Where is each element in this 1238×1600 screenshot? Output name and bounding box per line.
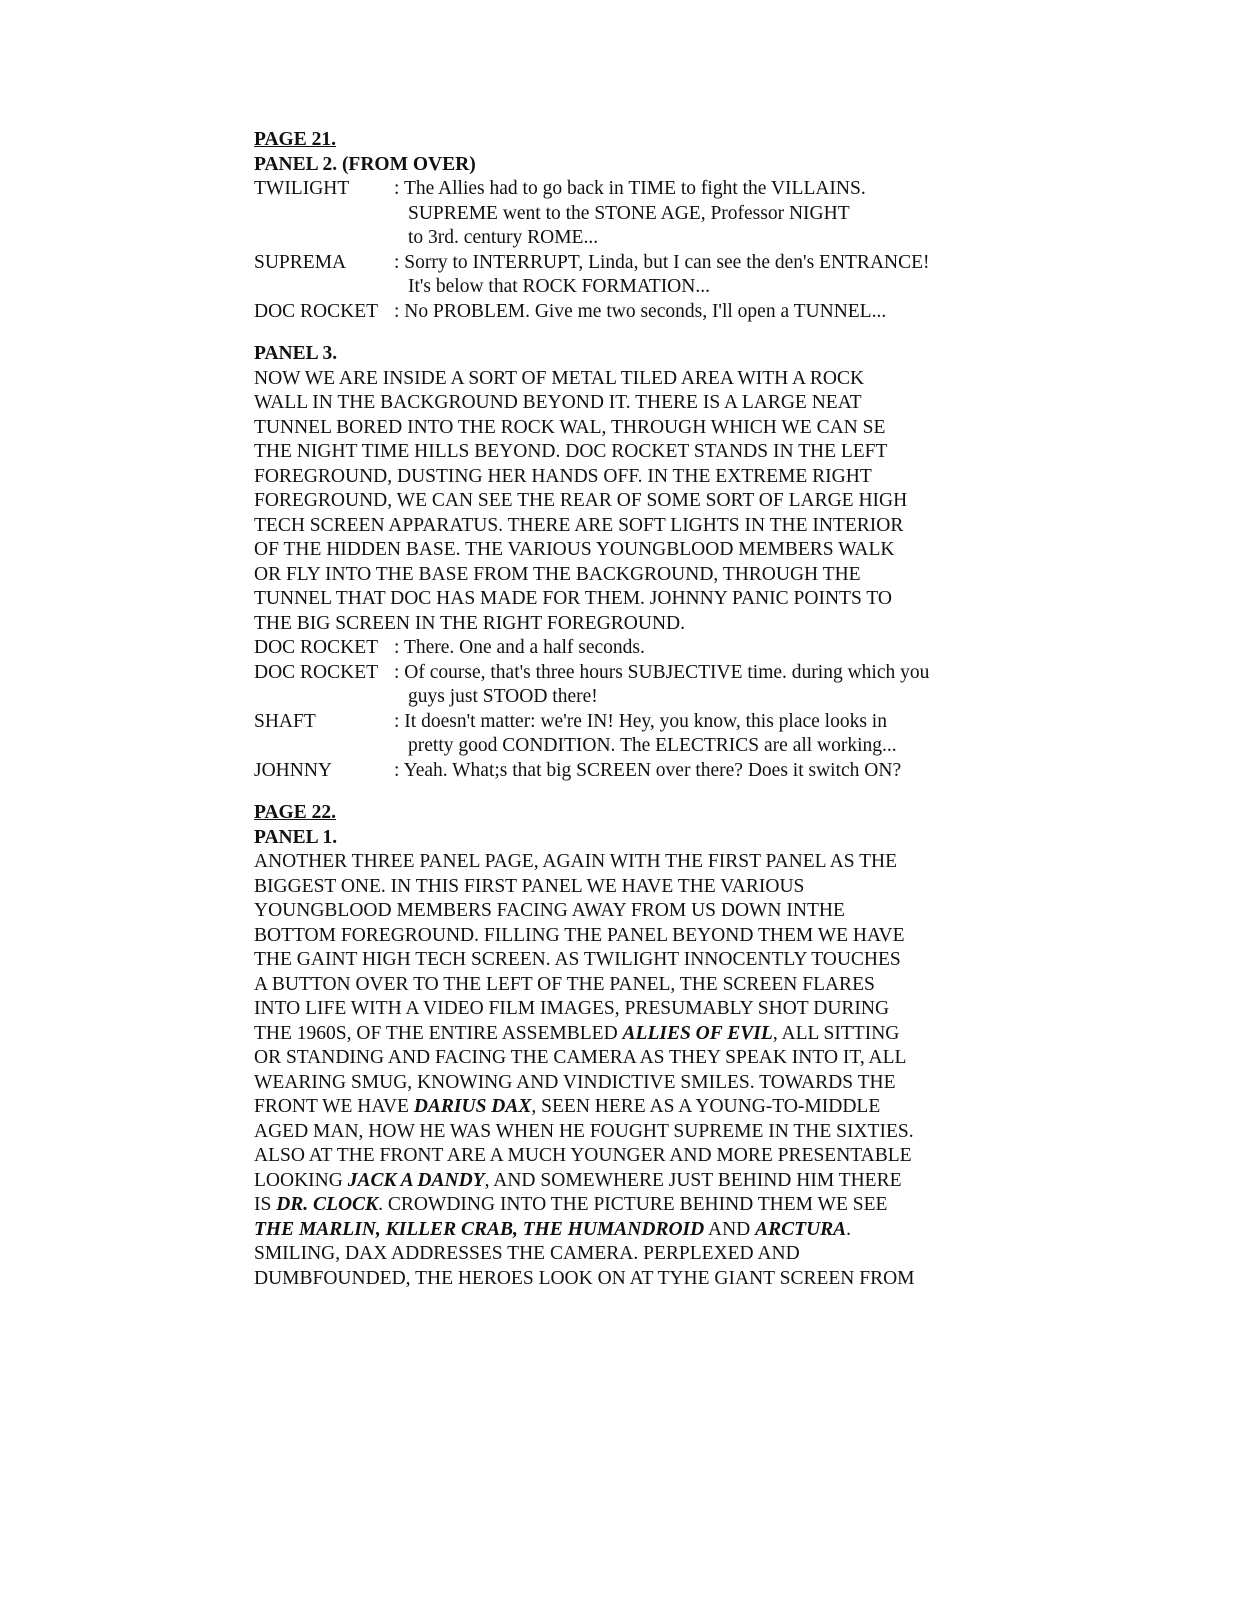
dialogue-line <box>254 202 994 227</box>
description-line <box>254 1071 994 1096</box>
description-line <box>254 1169 994 1194</box>
description-text: . <box>846 1218 852 1240</box>
dialogue-text: : Sorry to INTERRUPT, Linda, but I can see the den's ENTRANCE! <box>394 251 930 273</box>
dialogue-line <box>254 226 994 251</box>
speaker-name: TWILIGHT <box>254 178 350 199</box>
description-text: ANOTHER THREE PANEL PAGE, AGAIN WITH THE FIRST PANEL AS THE <box>254 851 898 872</box>
speaker-name <box>254 202 394 227</box>
character-name: DARIUS DAX <box>413 1096 532 1117</box>
dialogue-text: : The Allies had to go back in TIME to fight the VILLAINS. <box>394 178 866 199</box>
panel-3-dialogue <box>254 636 994 783</box>
description-line <box>254 1242 994 1267</box>
description-text: A BUTTON OVER TO THE LEFT OF THE PANEL, THE SCREEN FLARES <box>254 973 875 995</box>
speaker-name: DOC ROCKET <box>254 661 379 683</box>
description-text: . CROWDING INTO THE PICTURE BEHIND THEM WE SEE <box>378 1194 888 1215</box>
description-line <box>254 948 994 973</box>
description-line: OF THE HIDDEN BASE. THE VARIOUS YOUNGBLOOD MEMBERS WALK <box>254 539 895 560</box>
dialogue-text: : No PROBLEM. Give me two seconds, I'll open a TUNNEL... <box>394 300 887 322</box>
description-text: YOUNGBLOOD MEMBERS FACING AWAY FROM US DOWN INTHE <box>254 900 845 921</box>
description-line <box>254 850 994 875</box>
dialogue-text: : It doesn't matter: we're IN! Hey, you know, this place looks in <box>394 710 887 732</box>
speaker-name: DOC ROCKET <box>254 637 379 658</box>
character-name: DR. CLOCK <box>276 1194 379 1215</box>
speaker-name: SHAFT <box>254 710 316 732</box>
dialogue-line <box>254 685 994 710</box>
dialogue-text: It's below that ROCK FORMATION... <box>408 276 710 297</box>
description-text: AGED MAN, HOW HE WAS WHEN HE FOUGHT SUPREME IN THE SIXTIES. <box>254 1120 914 1142</box>
description-line: OR FLY INTO THE BASE FROM THE BACKGROUND, THROUGH THE <box>254 563 861 585</box>
description-text: FRONT WE HAVE <box>254 1096 414 1117</box>
description-text: , SEEN HERE AS A YOUNG-TO-MIDDLE <box>531 1096 881 1117</box>
dialogue-text: to 3rd. century ROME... <box>408 227 599 248</box>
speaker-name <box>254 734 394 759</box>
character-name: ARCTURA <box>755 1218 847 1240</box>
speaker-name: SUPREMA <box>254 251 347 273</box>
description-line <box>254 1022 994 1047</box>
description-text: OR STANDING AND FACING THE CAMERA AS THEY SPEAK INTO IT, ALL <box>254 1047 907 1068</box>
dialogue-text: : Of course, that's three hours SUBJECTIVE time. during which you <box>394 661 930 683</box>
description-text: INTO LIFE WITH A VIDEO FILM IMAGES, PRESUMABLY SHOT DURING <box>254 998 890 1019</box>
description-line: WALL IN THE BACKGROUND BEYOND IT. THERE IS A LARGE NEAT <box>254 392 862 413</box>
description-line <box>254 1046 994 1071</box>
description-line: TECH SCREEN APPARATUS. THERE ARE SOFT LIGHTS IN THE INTERIOR <box>254 514 904 536</box>
dialogue-line <box>254 177 994 202</box>
panel-2-heading: PANEL 2. (FROM OVER) <box>254 153 476 175</box>
panel-1-description <box>254 850 994 1291</box>
page-22-title: PAGE 22. <box>254 802 336 823</box>
dialogue-line <box>254 251 994 276</box>
description-line: FOREGROUND, WE CAN SEE THE REAR OF SOME SORT OF LARGE HIGH <box>254 490 908 511</box>
dialogue-text: guys just STOOD there! <box>408 686 598 707</box>
character-name: THE MARLIN, KILLER CRAB, THE HUMANDROID <box>254 1218 705 1240</box>
character-name: JACK A DANDY <box>347 1169 485 1191</box>
panel-3-heading: PANEL 3. <box>254 343 338 364</box>
description-line: TUNNEL THAT DOC HAS MADE FOR THEM. JOHNNY PANIC POINTS TO <box>254 588 892 609</box>
dialogue-text: : Yeah. What;s that big SCREEN over there? Does it switch ON? <box>394 759 902 781</box>
description-line <box>254 1193 994 1218</box>
script-page <box>254 128 994 1291</box>
dialogue-line <box>254 275 994 300</box>
dialogue-line <box>254 734 994 759</box>
page-21-title: PAGE 21. <box>254 129 336 150</box>
description-text: WEARING SMUG, KNOWING AND VINDICTIVE SMILES. TOWARDS THE <box>254 1071 896 1093</box>
description-line <box>254 1120 994 1145</box>
description-line <box>254 1218 994 1243</box>
speaker-name: DOC ROCKET <box>254 300 379 322</box>
description-line <box>254 924 994 949</box>
speaker-name: JOHNNY <box>254 759 332 781</box>
panel-2-dialogue <box>254 177 994 324</box>
description-line <box>254 997 994 1022</box>
description-line <box>254 1095 994 1120</box>
dialogue-text: : There. One and a half seconds. <box>394 637 645 658</box>
description-text: BIGGEST ONE. IN THIS FIRST PANEL WE HAVE THE VARIOUS <box>254 875 805 897</box>
description-text: ALSO AT THE FRONT ARE A MUCH YOUNGER AND MORE PRESENTABLE <box>254 1145 912 1166</box>
dialogue-line <box>254 661 994 686</box>
description-line: FOREGROUND, DUSTING HER HANDS OFF. IN THE EXTREME RIGHT <box>254 465 872 487</box>
dialogue-line <box>254 636 994 661</box>
speaker-name <box>254 685 394 710</box>
panel-3-description <box>254 367 994 637</box>
description-line: THE BIG SCREEN IN THE RIGHT FOREGROUND. <box>254 612 685 634</box>
description-text: LOOKING <box>254 1169 348 1191</box>
dialogue-text: pretty good CONDITION. The ELECTRICS are all working... <box>408 735 897 756</box>
description-text: IS <box>254 1194 277 1215</box>
description-text: SMILING, DAX ADDRESSES THE CAMERA. PERPLEXED AND <box>254 1243 800 1264</box>
description-line: NOW WE ARE INSIDE A SORT OF METAL TILED AREA WITH A ROCK <box>254 367 865 389</box>
dialogue-text: SUPREME went to the STONE AGE, Professor NIGHT <box>408 202 850 224</box>
description-text: THE GAINT HIGH TECH SCREEN. AS TWILIGHT INNOCENTLY TOUCHES <box>254 949 901 970</box>
description-text: AND <box>704 1218 756 1240</box>
panel-1-heading: PANEL 1. <box>254 826 338 848</box>
description-text: , ALL SITTING <box>772 1022 900 1044</box>
dialogue-line <box>254 300 994 325</box>
description-line <box>254 875 994 900</box>
description-text: , AND SOMEWHERE JUST BEHIND HIM THERE <box>484 1169 902 1191</box>
description-line <box>254 899 994 924</box>
character-name: ALLIES OF EVIL <box>622 1022 773 1044</box>
description-line: THE NIGHT TIME HILLS BEYOND. DOC ROCKET STANDS IN THE LEFT <box>254 441 888 462</box>
description-text: DUMBFOUNDED, THE HEROES LOOK ON AT TYHE GIANT SCREEN FROM <box>254 1267 915 1289</box>
description-line: TUNNEL BORED INTO THE ROCK WAL, THROUGH WHICH WE CAN SE <box>254 416 886 438</box>
speaker-name <box>254 226 394 251</box>
description-line <box>254 1144 994 1169</box>
description-line <box>254 1267 994 1292</box>
description-text: THE 1960S, OF THE ENTIRE ASSEMBLED <box>254 1022 623 1044</box>
description-text: BOTTOM FOREGROUND. FILLING THE PANEL BEYOND THEM WE HAVE <box>254 924 905 946</box>
speaker-name <box>254 275 394 300</box>
dialogue-line <box>254 759 994 784</box>
description-line <box>254 973 994 998</box>
dialogue-line <box>254 710 994 735</box>
